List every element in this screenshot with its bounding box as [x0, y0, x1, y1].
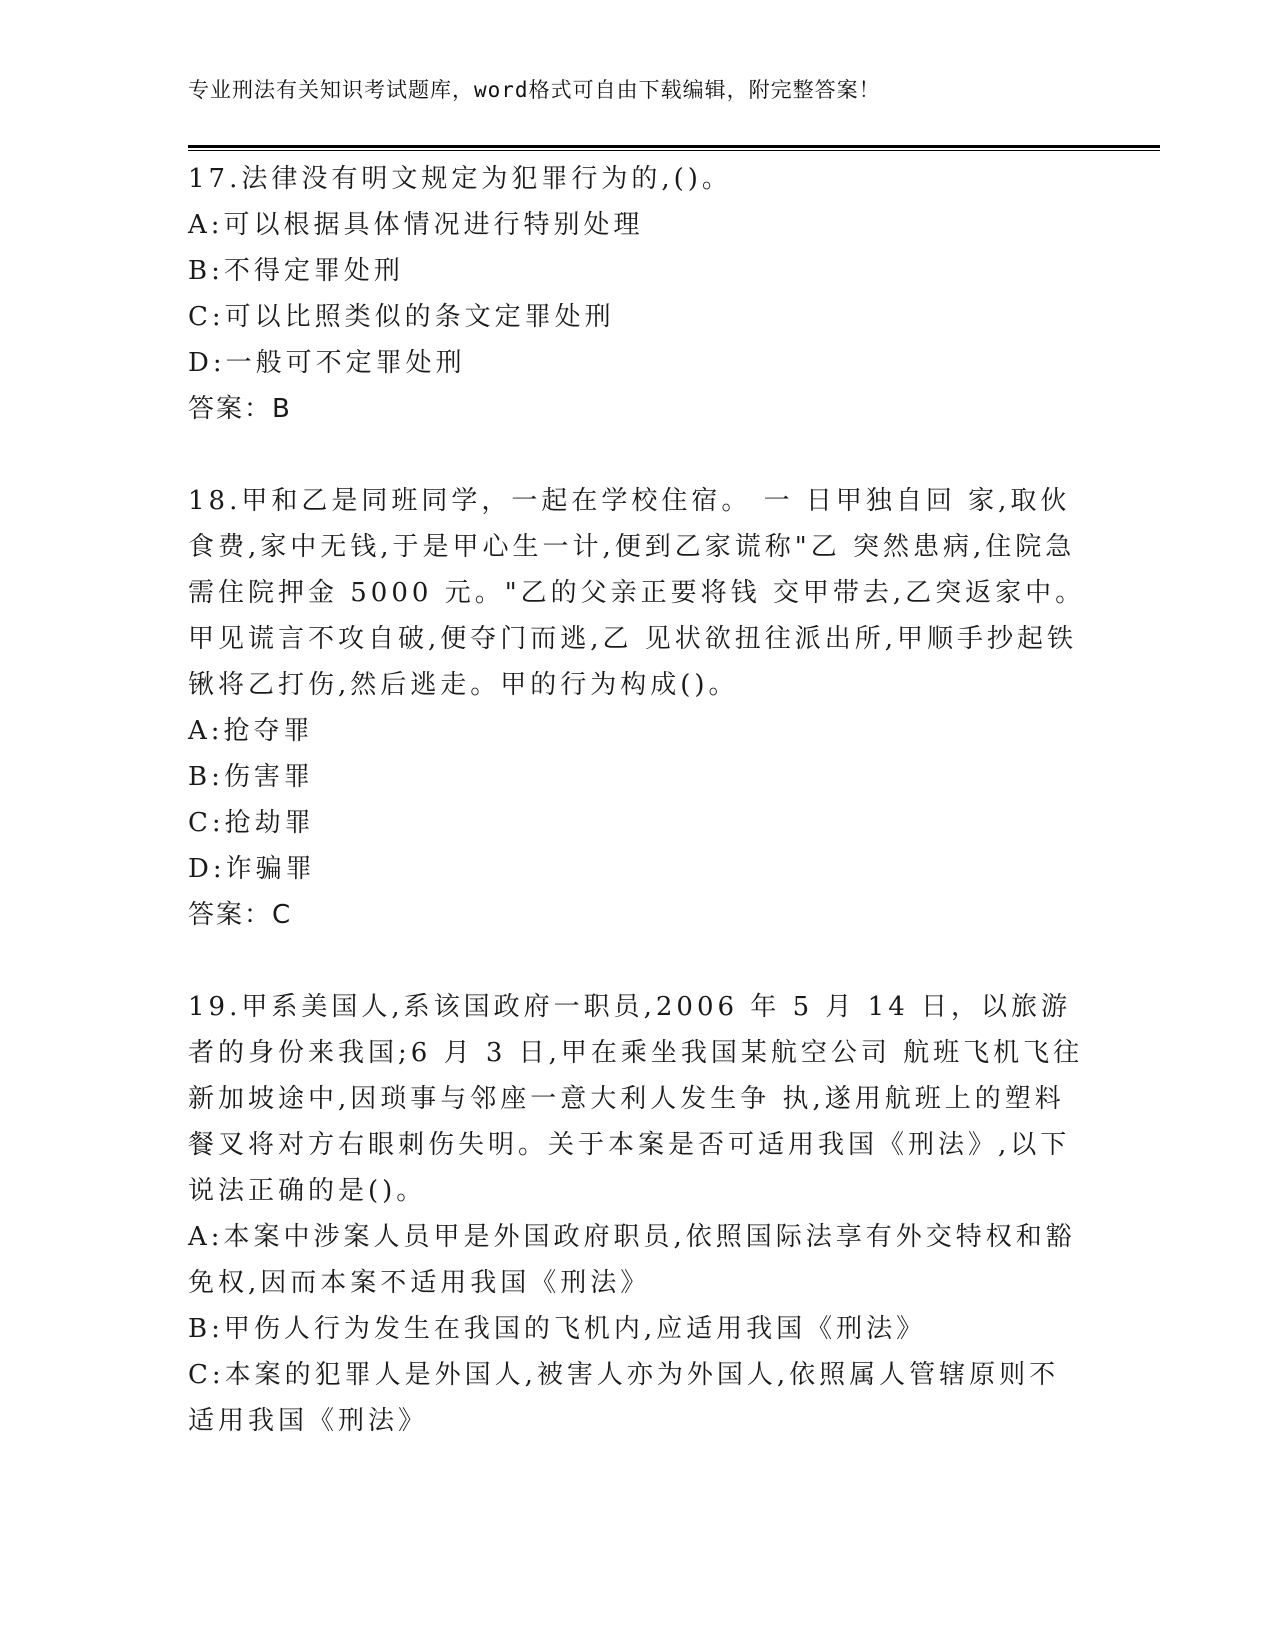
question-19 — [188, 984, 1088, 1444]
option-b: B:不得定罪处刑 — [188, 256, 404, 286]
option-b: B:伤害罪 — [188, 762, 314, 792]
option-a: A:抢夺罪 — [188, 716, 314, 746]
option-c: C:本案的犯罪人是外国人,被害人亦为外国人,依照属人管辖原则不适用我国《刑法》 — [188, 1360, 1060, 1436]
option-d: D:诈骗罪 — [188, 854, 316, 884]
question-gap — [188, 938, 1088, 984]
question-list — [188, 156, 1088, 1444]
answer: 答案：C — [188, 900, 293, 930]
question-text: 18.甲和乙是同班同学，一起在学校住宿。 一 日甲独自回 家,取伙食费,家中无钱,于是甲心生一计,便到乙家谎称"乙 突然患病,住院急需住院押金 5000 元。"乙的父亲正要将钱 交甲带去,乙突返家中。甲见谎言不攻自破,便夺门而逃,乙 见状欲扭往派出所,甲顺手抄起铁锹将乙打伤,然后逃走。甲的行为构成()。 — [188, 486, 1086, 700]
header-rule-thick — [188, 145, 1160, 148]
question-text: 19.甲系美国人,系该国政府一职员,2006 年 5 月 14 日，以旅游者的身份来我国;6 月 3 日,甲在乘坐我国某航空公司 航班飞机飞往新加坡途中,因琐事与邻座一意大利人发生争 执,遂用航班上的塑料餐叉将对方右眼刺伤失明。关于本案是否可适用我国《刑法》,以下说法正确的是()。 — [188, 992, 1084, 1206]
option-c: C:抢劫罪 — [188, 808, 315, 838]
option-a: A:本案中涉案人员甲是外国政府职员,依照国际法享有外交特权和豁免权,因而本案不适用我国《刑法》 — [188, 1222, 1076, 1298]
question-17 — [188, 156, 1088, 432]
option-d: D:一般可不定罪处刑 — [188, 348, 466, 378]
option-b: B:甲伤人行为发生在我国的飞机内,应适用我国《刑法》 — [188, 1314, 927, 1344]
document-header: 专业刑法有关知识考试题库，word格式可自由下载编辑，附完整答案！ — [188, 78, 881, 102]
option-c: C:可以比照类似的条文定罪处刑 — [188, 302, 615, 332]
question-18 — [188, 478, 1088, 938]
option-a: A:可以根据具体情况进行特别处理 — [188, 210, 644, 240]
question-gap — [188, 432, 1088, 478]
answer: 答案：B — [188, 394, 292, 424]
header-rule-thin — [188, 150, 1160, 151]
question-text: 17.法律没有明文规定为犯罪行为的,()。 — [188, 164, 732, 194]
